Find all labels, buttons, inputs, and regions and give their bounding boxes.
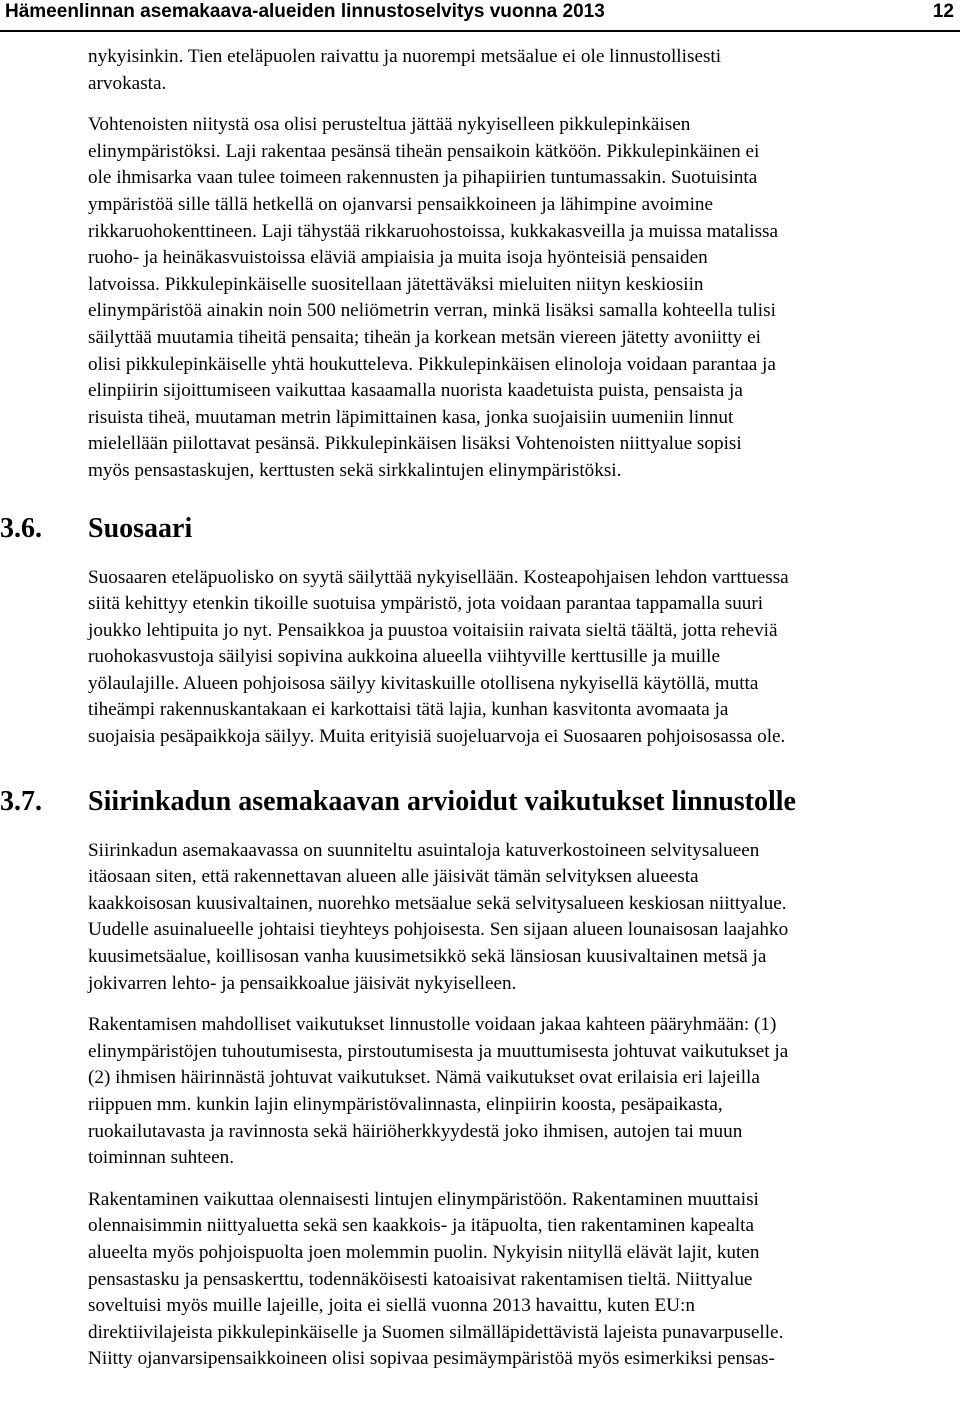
suosaari-paragraph: [88, 565, 950, 751]
vohtenoisten-paragraph: [88, 112, 950, 484]
text-line: rikkaruohokenttineen. Laji tähystää rikkaruohostoissa, kukkakasveilla ja muissa matalissa: [88, 220, 779, 242]
text-line: elinympäristöksi. Laji rakentaa pesänsä tiheän pensaikoin kätköön. Pikkulepinkäinen ei: [88, 140, 760, 162]
text-line: direktiivilajeista pikkulepinkäiselle ja Suomen silmälläpidettävistä lajeista punavarpuselle.: [88, 1321, 784, 1343]
text-line: ruokailutavasta ja ravinnosta sekä häiriöherkkyydestä joko ihmisen, autojen tai muun: [88, 1120, 743, 1142]
section-title: Suosaari: [88, 512, 193, 544]
siirinkatu-paragraph-1: [88, 838, 950, 998]
text-line: tiheämpi rakennuskantakaan ei karkottaisi tätä lajia, kunhan kasvitonta avomaata ja: [88, 699, 729, 721]
page-number: 12: [932, 1, 954, 22]
section-number: 3.7.: [0, 785, 42, 817]
section-number: 3.6.: [0, 512, 42, 544]
text-line: säilyttää muutamia tiheitä pensaita; tiheän ja korkean metsän viereen jätetty avoniitty ei: [88, 326, 761, 348]
text-line: elinympäristöä ainakin noin 500 neliömetrin verran, minkä lisäksi samalla kohteella tulisi: [88, 300, 776, 322]
text-line: joukko lehtipuita jo nyt. Pensaikkoa ja puustoa voitaisiin raivata sieltä täältä, jotta reheviä: [88, 619, 778, 641]
text-line: ole ihmisarka vaan tulee toimeen rakennusten ja pihapiirien tuntumassakin. Suotuisinta: [88, 167, 758, 189]
siirinkatu-paragraph-2: [88, 1012, 950, 1172]
text-line: olennaisimmin niittyaluetta sekä sen kaakkois- ja itäpuolta, tien rakentaminen kapealta: [88, 1215, 755, 1237]
text-line: myös pensastaskujen, kerttusten sekä sirkkalintujen elinympäristöksi.: [88, 459, 622, 481]
section-title: Siirinkadun asemakaavan arvioidut vaikutukset linnustolle: [88, 785, 796, 817]
text-line: siitä kehittyy etenkin tikoille suotuisa ympäristö, jota voidaan parantaa tappamalla suuri: [88, 593, 764, 615]
text-line: jokivarren lehto- ja pensaikkoalue jäisivät nykyiselleen.: [88, 972, 517, 994]
text-line: Niitty ojanvarsipensaikkoineen olisi sopivaa pesimäympäristöä myös esimerkiksi pensas-: [88, 1348, 775, 1370]
section-heading-3-7: [0, 786, 950, 818]
text-line: arvokasta.: [88, 72, 167, 94]
text-line: Vohtenoisten niitystä osa olisi perusteltua jättää nykyiselleen pikkulepinkäisen: [88, 114, 691, 136]
text-line: Uudelle asuinalueelle johtaisi tieyhteys pohjoisesta. Sen sijaan alueen lounaisosan laajahko: [88, 919, 789, 941]
text-line: elinpiirin sijoittumiseen vaikuttaa kasaamalla nuorista kaadetuista puista, pensaista ja: [88, 380, 743, 402]
text-line: yölaulajille. Alueen pohjoisosa säilyy kivitaskuille otollisena nykyisellä käytöllä, mutta: [88, 672, 759, 694]
text-line: toiminnan suhteen.: [88, 1147, 235, 1169]
text-line: suojaisia pesäpaikkoja säilyy. Muita erityisiä suojeluarvoja ei Suosaaren pohjoisosassa ole.: [88, 726, 786, 748]
text-line: mielellään piilottavat pesänsä. Pikkulepinkäisen lisäksi Vohtenoisten niittyalue sopisi: [88, 433, 742, 455]
text-line: pensastasku ja pensaskerttu, todennäköisesti katoaisivat rakentamisen tieltä. Niittyalue: [88, 1268, 753, 1290]
text-line: Rakentamisen mahdolliset vaikutukset linnustolle voidaan jakaa kahteen pääryhmään: (1): [88, 1014, 777, 1036]
text-line: itäosaan siten, että rakennettavan alueen alle jäisivät tämän selvityksen alueesta: [88, 866, 699, 888]
text-line: nykyisinkin. Tien eteläpuolen raivattu ja nuorempi metsäalue ei ole linnustollisesti: [88, 46, 722, 67]
text-line: latvoissa. Pikkulepinkäiselle suositellaan jätettäväksi mieluiten niityn keskiosiin: [88, 273, 704, 295]
text-line: Suosaaren eteläpuolisko on syytä säilyttää nykyisellään. Kosteapohjaisen lehdon varttuessa: [88, 566, 789, 588]
intro-paragraph: [88, 44, 950, 97]
text-line: ruohokasvustoja säilyisi sopivina aukkoina alueella viihtyville kerttusille ja muille: [88, 646, 720, 668]
header-rule: [0, 30, 960, 32]
text-line: Siirinkadun asemakaavassa on suunniteltu asuintaloja katuverkostoineen selvitysalueen: [88, 839, 760, 861]
text-line: ruoho- ja heinäkasvuistoissa eläviä ampiaisia ja muita isoja hyönteisiä pensaiden: [88, 247, 708, 269]
text-line: riippuen mm. kunkin lajin elinympäristövalinnasta, elinpiirin koosta, pesäpaikasta,: [88, 1094, 723, 1115]
text-line: Rakentaminen vaikuttaa olennaisesti lintujen elinympäristöön. Rakentaminen muuttaisi: [88, 1188, 759, 1210]
text-line: ympäristöä sille tällä hetkellä on ojanvarsi pensaikkoineen ja lähimpine avoimine: [88, 193, 714, 215]
text-line: (2) ihmisen häirinnästä johtuvat vaikutukset. Nämä vaikutukset ovat erilaisia eri lajeilla: [88, 1067, 760, 1089]
text-line: kuusimetsäalue, koillisosan vanha kuusimetsikkö sekä länsiosan kuusivaltainen metsä ja: [88, 946, 767, 968]
text-line: alueelta myös pohjoispuolta joen molemmin puolin. Nykyisin niityllä elävät lajit, kuten: [88, 1241, 760, 1263]
text-line: kaakkoisosan kuusivaltainen, nuorehko metsäalue sekä selvitysalueen keskiosan niittyalue.: [88, 892, 787, 914]
page-header: [0, 0, 960, 38]
text-line: risuista tiheä, muutaman metrin läpimittainen kasa, jonka suojaisiin uumeniin linnut: [88, 406, 734, 428]
text-line: olisi pikkulepinkäiselle yhtä houkutteleva. Pikkulepinkäisen elinoloja voidaan parantaa ja: [88, 353, 776, 375]
text-line: soveltuisi myös muille lajeille, joita ei siellä vuonna 2013 havaittu, kuten EU:n: [88, 1295, 695, 1317]
text-line: elinympäristöjen tuhoutumisesta, pirstoutumisesta ja muuttumisesta johtuvat vaikutukset ja: [88, 1040, 789, 1062]
siirinkatu-paragraph-3: [88, 1187, 950, 1373]
page-body: [0, 44, 950, 1373]
section-heading-3-6: [0, 513, 950, 545]
document-title: Hämeenlinnan asemakaava-alueiden linnustoselvitys vuonna 2013: [5, 1, 605, 22]
